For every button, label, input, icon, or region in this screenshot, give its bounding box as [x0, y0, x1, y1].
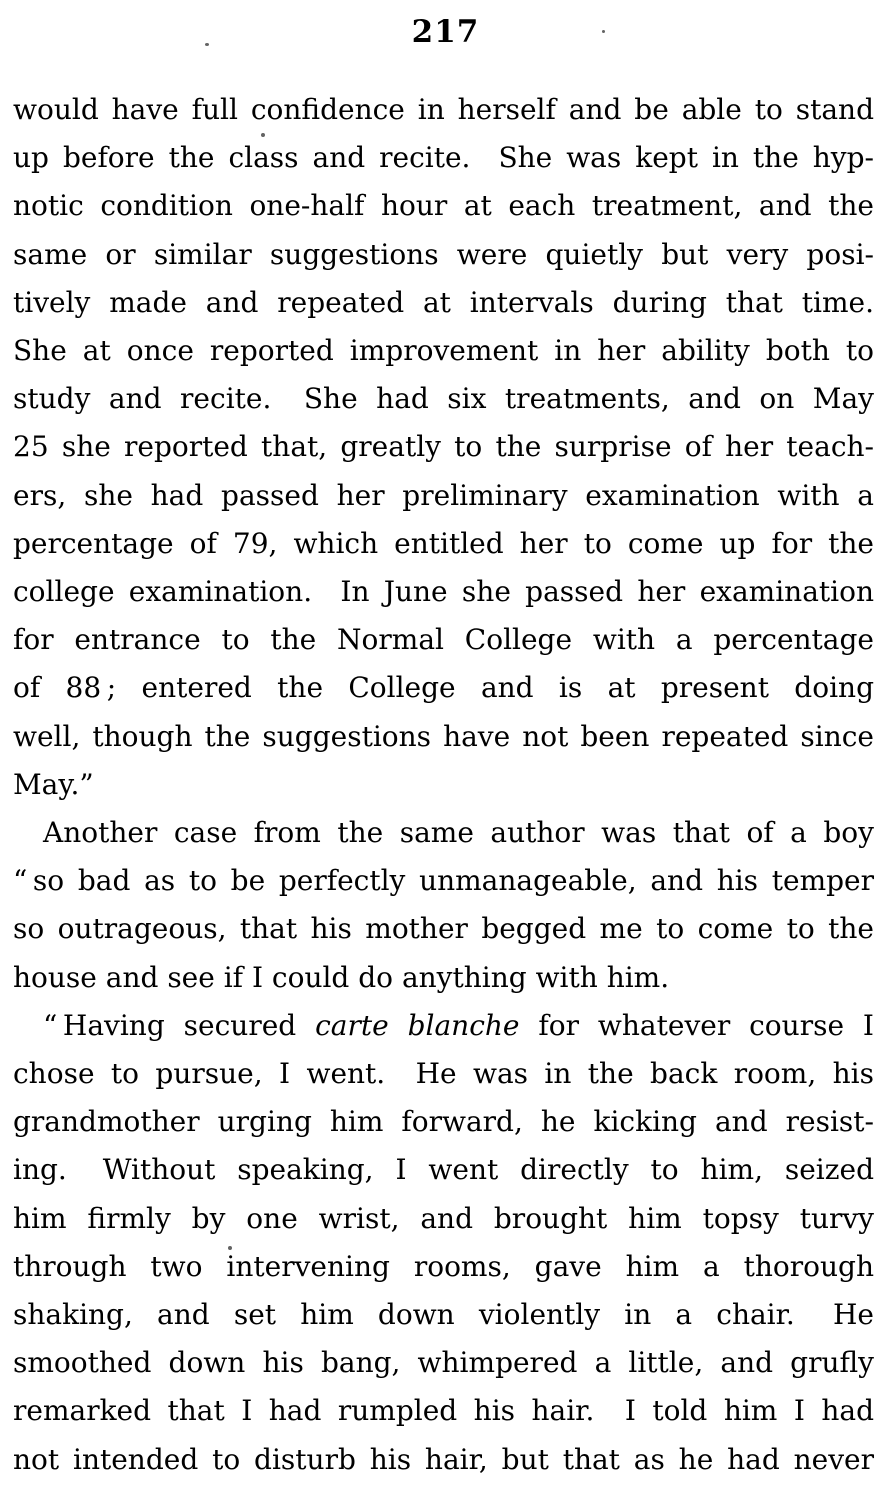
text-segment: smoothed down his bang, whimpered a little, and grufly [13, 1346, 874, 1380]
text-block [13, 86, 874, 1484]
scan-speck [602, 30, 605, 33]
text-segment: not intended to disturb his hair, but that as he had never [13, 1442, 874, 1476]
text-segment: study and recite. She had six treatments, and on May [13, 382, 874, 416]
text-segment: so outrageous, that his mother begged me to come to the [13, 912, 874, 946]
text-segment: 25 she reported that, greatly to the surprise of her teach- [13, 430, 874, 464]
text-segment: percentage of 79, which entitled her to come up for the [13, 526, 874, 560]
text-segment: “ Having secured [43, 1008, 316, 1042]
scan-speck [261, 133, 265, 137]
text-segment: notic condition one-half hour at each treatment, and the [13, 189, 874, 223]
text-segment: remarked that I had rumpled his hair. I told him I had [13, 1394, 874, 1428]
text-line [13, 616, 874, 664]
text-segment: him firmly by one wrist, and brought him topsy turvy [13, 1201, 874, 1235]
text-line [13, 1098, 874, 1146]
text-segment: grandmother urging him forward, he kicking and resist- [13, 1105, 874, 1139]
text-segment: ers, she had passed her preliminary examination with a [13, 478, 874, 512]
text-segment: May.” [13, 767, 94, 801]
text-segment: Another case from the same author was that of a boy [43, 816, 874, 850]
text-line [13, 568, 874, 616]
text-line [13, 1243, 874, 1291]
text-line [13, 1436, 874, 1484]
text-line [13, 1050, 874, 1098]
text-segment: up before the class and recite. She was kept in the hyp- [13, 141, 874, 175]
text-line [13, 857, 874, 905]
text-line [13, 520, 874, 568]
text-line [13, 472, 874, 520]
text-line [13, 1291, 874, 1339]
scan-speck [205, 43, 209, 46]
text-line [13, 664, 874, 712]
italic-phrase: carte blanche [315, 1008, 520, 1042]
text-segment: for whatever course I [519, 1008, 874, 1042]
text-segment: through two intervening rooms, gave him a thorough [13, 1249, 874, 1283]
text-segment: house and see if I could do anything with him. [13, 960, 670, 994]
text-line [13, 905, 874, 953]
text-line [13, 86, 874, 134]
text-line [13, 182, 874, 230]
text-line [13, 1339, 874, 1387]
text-segment: well, though the suggestions have not been repeated since [13, 719, 874, 753]
text-line [13, 809, 874, 857]
text-line [13, 327, 874, 375]
text-line [13, 1146, 874, 1194]
text-line [13, 1387, 874, 1435]
text-segment: same or similar suggestions were quietly but very posi- [13, 237, 874, 271]
text-segment: college examination. In June she passed her examination [13, 575, 874, 609]
text-segment: shaking, and set him down violently in a chair. He [13, 1298, 874, 1332]
text-line [13, 375, 874, 423]
text-segment: tively made and repeated at intervals during that time. [13, 285, 874, 319]
text-segment: She at once reported improvement in her ability both to [13, 334, 874, 368]
text-line [13, 954, 874, 1002]
text-segment: for entrance to the Normal College with a percentage [13, 623, 874, 657]
text-line [13, 1195, 874, 1243]
text-line [13, 1002, 874, 1050]
text-line [13, 713, 874, 761]
text-line [13, 279, 874, 327]
scan-speck [228, 1246, 232, 1250]
text-line [13, 761, 874, 809]
text-line [13, 423, 874, 471]
text-segment: “ so bad as to be perfectly unmanageable, and his temper [13, 864, 874, 898]
text-line [13, 231, 874, 279]
text-segment: would have full confidence in herself and be able to stand [13, 93, 874, 126]
text-segment: of 88 ; entered the College and is at present doing [13, 671, 874, 705]
text-segment: ing. Without speaking, I went directly to him, seized [13, 1153, 874, 1187]
text-line [13, 134, 874, 182]
page-number: 217 [411, 14, 480, 50]
text-segment: chose to pursue, I went. He was in the back room, his [13, 1057, 874, 1091]
